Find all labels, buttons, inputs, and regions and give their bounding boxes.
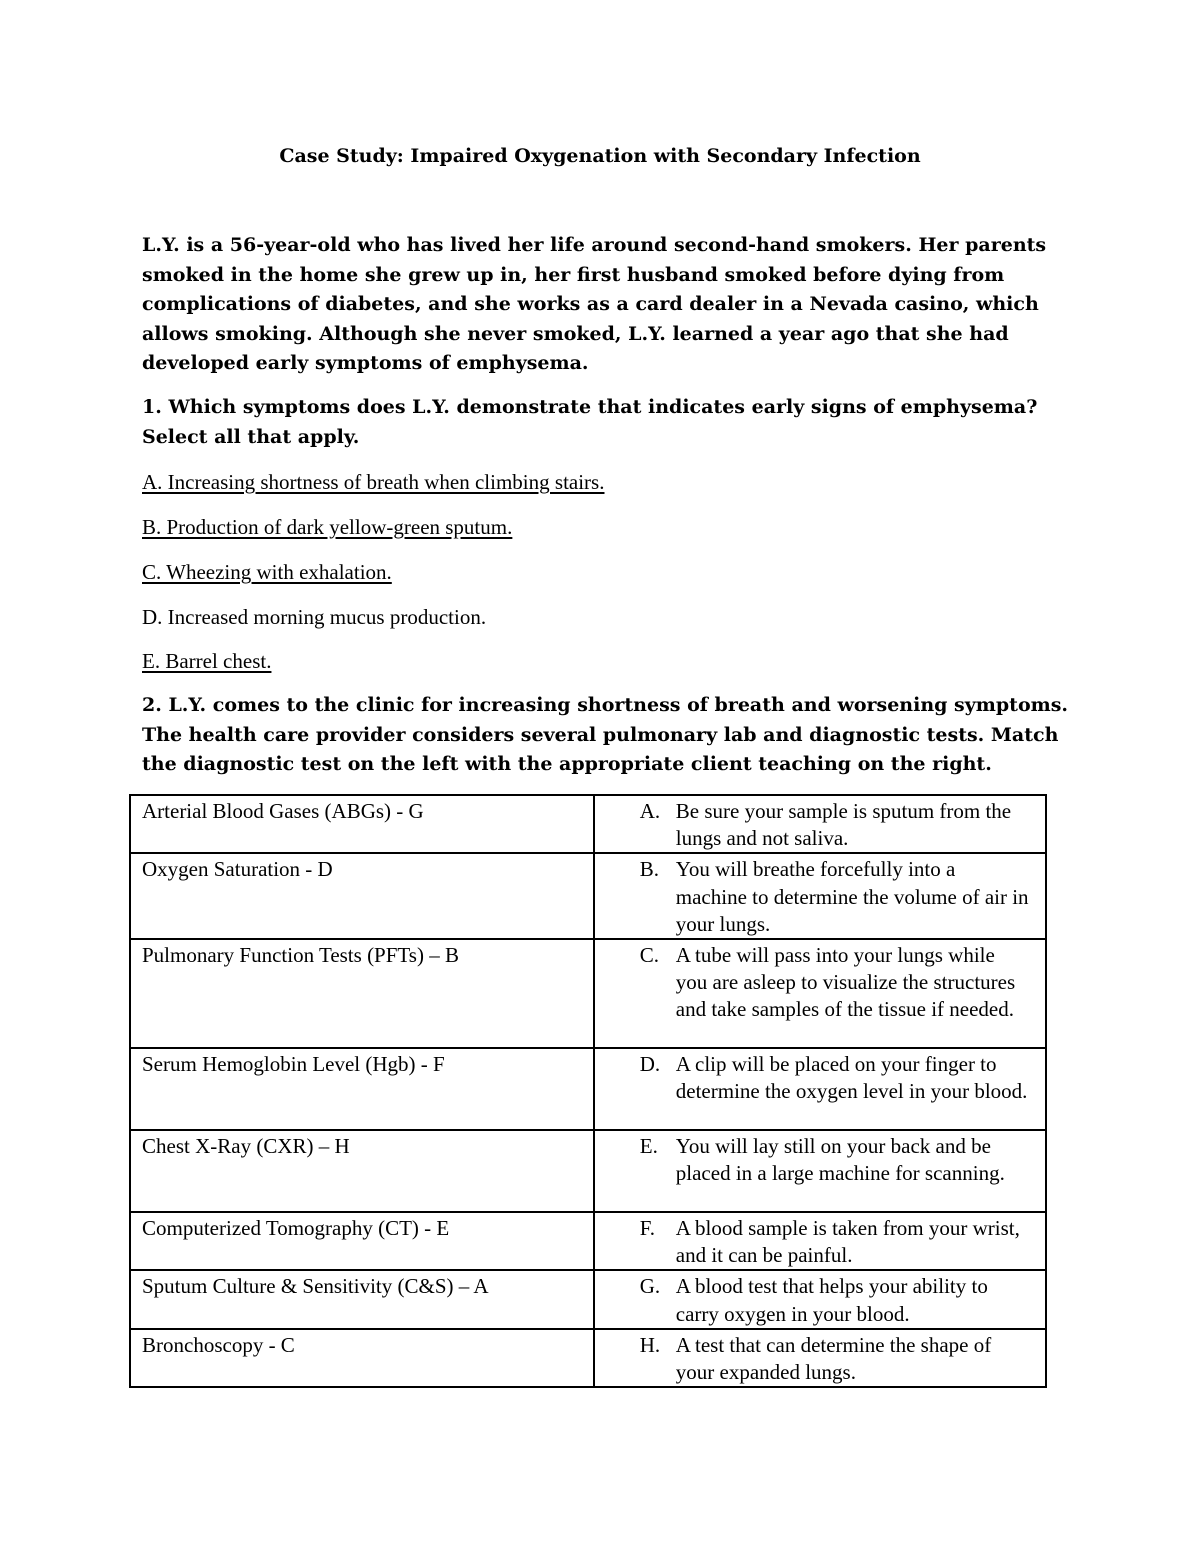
case-intro-paragraph: L.Y. is a 56-year-old who has lived her life around second-hand smokers. Her parents smoked in the home she grew up in, her first husband smoked before dying from complications of diabetes, and she works as a card dealer in a Nevada casino, which allows smoking. Although she never smoked, L.Y. learned a year ago that she had developed early symptoms of emphysema. (142, 234, 1047, 374)
client-teaching-cell (594, 1130, 1046, 1212)
teaching-letter: B. (639, 857, 660, 882)
question-1-option-b: B. Production of dark yellow-green sputum. (142, 515, 513, 539)
teaching-text: You will breathe forcefully into a machine to determine the volume of air in your lungs. (675, 857, 1029, 936)
question-1-option-a: A. Increasing shortness of breath when climbing stairs. (142, 470, 605, 494)
table-row (130, 853, 1046, 939)
case-study-title: Case Study: Impaired Oxygenation with Secondary Infection (279, 145, 921, 167)
diagnostic-test-cell: Oxygen Saturation - D (130, 853, 594, 939)
teaching-letter: C. (639, 943, 660, 968)
diagnostic-test-cell: Computerized Tomography (CT) - E (130, 1212, 594, 1270)
table-row (130, 1130, 1046, 1212)
matching-table (129, 794, 1047, 1388)
client-teaching-cell (594, 1212, 1046, 1270)
teaching-text: A blood test that helps your ability to carry oxygen in your blood. (675, 1274, 988, 1326)
table-row (130, 795, 1046, 853)
teaching-letter: H. (639, 1332, 661, 1357)
table-row (130, 939, 1046, 1048)
teaching-letter: A. (639, 799, 661, 823)
client-teaching-cell (594, 1270, 1046, 1328)
question-1-option-c: C. Wheezing with exhalation. (142, 560, 392, 584)
client-teaching-cell (594, 853, 1046, 939)
diagnostic-test-cell: Serum Hemoglobin Level (Hgb) - F (130, 1048, 594, 1130)
table-row (130, 1212, 1046, 1270)
table-row (130, 1048, 1046, 1130)
question-1-option-d: D. Increased morning mucus production. (142, 605, 487, 629)
client-teaching-cell (594, 1048, 1046, 1130)
teaching-letter: E. (639, 1134, 658, 1159)
teaching-letter: D. (639, 1052, 661, 1077)
client-teaching-cell (594, 795, 1046, 853)
diagnostic-test-cell: Pulmonary Function Tests (PFTs) – B (130, 939, 594, 1048)
diagnostic-test-cell: Chest X-Ray (CXR) – H (130, 1130, 594, 1212)
teaching-letter: G. (639, 1274, 661, 1299)
diagnostic-test-cell: Bronchoscopy - C (130, 1329, 594, 1387)
question-1-option-e: E. Barrel chest. (142, 649, 272, 673)
diagnostic-test-cell: Sputum Culture & Sensitivity (C&S) – A (130, 1270, 594, 1328)
client-teaching-cell (594, 939, 1046, 1048)
diagnostic-test-cell: Arterial Blood Gases (ABGs) - G (130, 795, 594, 853)
question-1-text: 1. Which symptoms does L.Y. demonstrate that indicates early signs of emphysema? Select all that apply. (142, 396, 1038, 448)
client-teaching-cell (594, 1329, 1046, 1387)
teaching-text: A test that can determine the shape of your expanded lungs. (675, 1332, 992, 1385)
teaching-letter: F. (639, 1216, 656, 1241)
teaching-text: A blood sample is taken from your wrist, and it can be painful. (675, 1216, 1020, 1268)
teaching-text: Be sure your sample is sputum from the lungs and not saliva. (675, 799, 1012, 851)
teaching-text: A clip will be placed on your finger to determine the oxygen level in your blood. (675, 1052, 1028, 1104)
teaching-text: You will lay still on your back and be placed in a large machine for scanning. (675, 1134, 1005, 1186)
table-row (130, 1329, 1046, 1387)
table-row (130, 1270, 1046, 1328)
question-2-text: 2. L.Y. comes to the clinic for increasing shortness of breath and worsening symptoms. The health care provider considers several pulmonary lab and diagnostic tests. Match the diagnostic test on the left with the appropriate client teaching on the right. (142, 694, 1069, 775)
teaching-text: A tube will pass into your lungs while you are asleep to visualize the structures and take samples of the tissue if needed. (675, 943, 1016, 1022)
